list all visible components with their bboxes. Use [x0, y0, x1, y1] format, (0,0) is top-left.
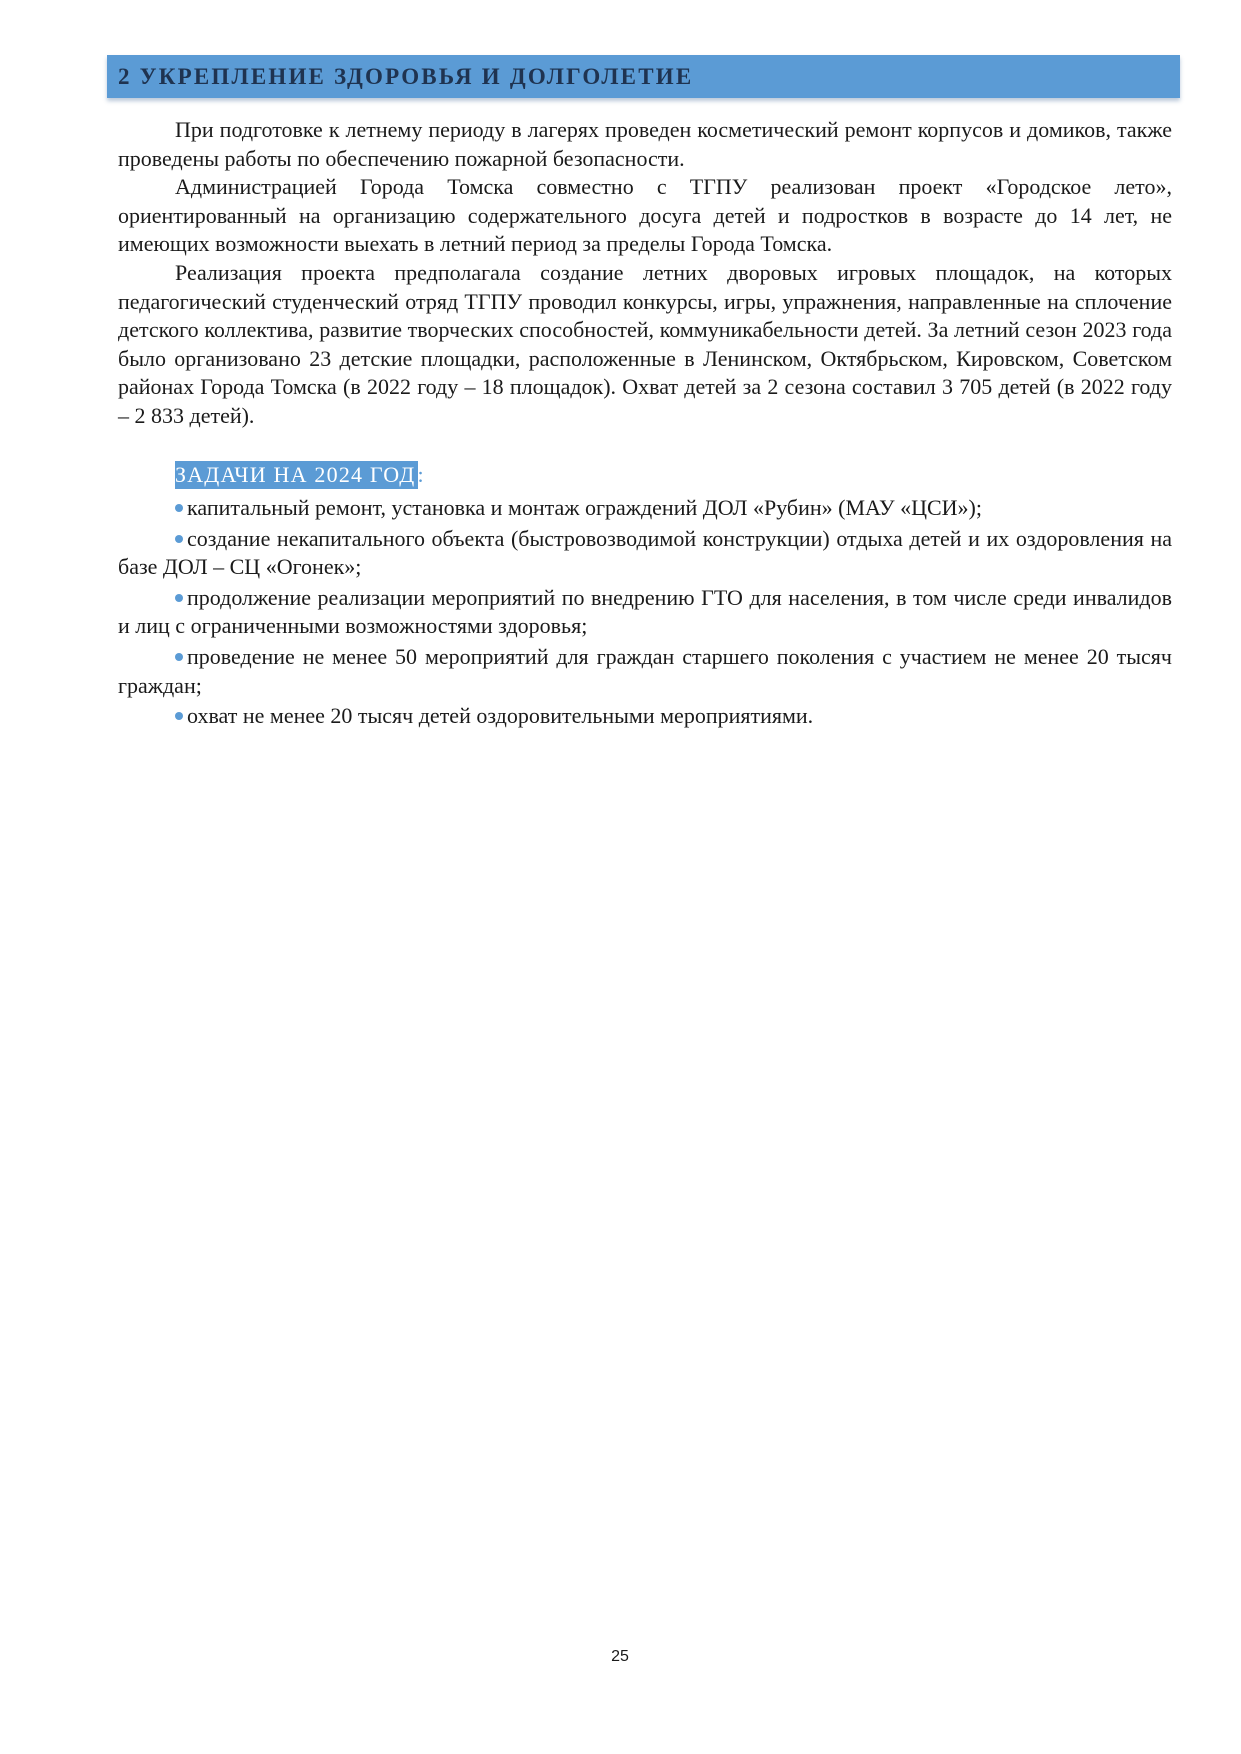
list-item: [118, 584, 1172, 641]
list-item-text: капитальный ремонт, установка и монтаж ограждений ДОЛ «Рубин» (МАУ «ЦСИ»);: [187, 495, 982, 520]
list-item-text: создание некапитального объекта (быстровозводимой конструкции) отдыха детей и их оздоровления на базе ДОЛ – СЦ «Огонек»;: [118, 525, 1172, 580]
bullet-icon: [175, 594, 183, 602]
bullet-icon: [175, 535, 183, 543]
tasks-list: [118, 494, 1172, 733]
paragraph-repairs: При подготовке к летнему периоду в лагерях проведен косметический ремонт корпусов и домиков, также проведены работы по обеспечению пожарной безопасности.: [118, 117, 1172, 171]
paragraph-city-summer: Администрацией Города Томска совместно с ТГПУ реализован проект «Городское лето», ориентированный на организацию содержательного досуга детей и подростков в возрасте до 14 лет, не имеющих возможности выехать в летний период за пределы Города Томска.: [118, 174, 1172, 257]
list-item: [118, 494, 1172, 523]
list-item: [118, 525, 1172, 582]
bullet-icon: [175, 653, 183, 661]
page-number: 25: [611, 1648, 629, 1665]
section-header-bar: [107, 55, 1180, 98]
tasks-heading-label: ЗАДАЧИ НА 2024 ГОД: [175, 461, 416, 487]
list-item: [118, 702, 1172, 731]
body-text: [118, 116, 1172, 431]
bullet-icon: [175, 504, 183, 512]
list-item-text: продолжение реализации мероприятий по внедрению ГТО для населения, в том числе среди инвалидов и лиц с ограниченными возможностями здоровья;: [118, 584, 1172, 639]
tasks-heading: [175, 460, 424, 489]
list-item: [118, 643, 1172, 700]
paragraph-playgrounds: Реализация проекта предполагала создание летних дворовых игровых площадок, на которых педагогический студенческий отряд ТГПУ проводил конкурсы, игры, упражнения, направленные на сплочение детского коллектива, развитие творческих способностей, коммуникабельности детей. За летний сезон 2023 года было организовано 23 детские площадки, расположенные в Ленинском, Октябрьском, Кировском, Советском районах Города Томска (в 2022 году – 18 площадок). Охват детей за 2 сезона составил 3 705 детей (в 2022 году – 2 833 детей).: [118, 259, 1172, 428]
tasks-heading-colon: :: [417, 461, 424, 487]
section-title: 2 УКРЕПЛЕНИЕ ЗДОРОВЬЯ И ДОЛГОЛЕТИЕ: [118, 64, 694, 89]
list-item-text: охват не менее 20 тысяч детей оздоровительными мероприятиями.: [187, 703, 814, 729]
bullet-icon: [175, 712, 183, 720]
list-item-text: проведение не менее 50 мероприятий для граждан старшего поколения с участием не менее 20 тысяч граждан;: [118, 643, 1172, 698]
